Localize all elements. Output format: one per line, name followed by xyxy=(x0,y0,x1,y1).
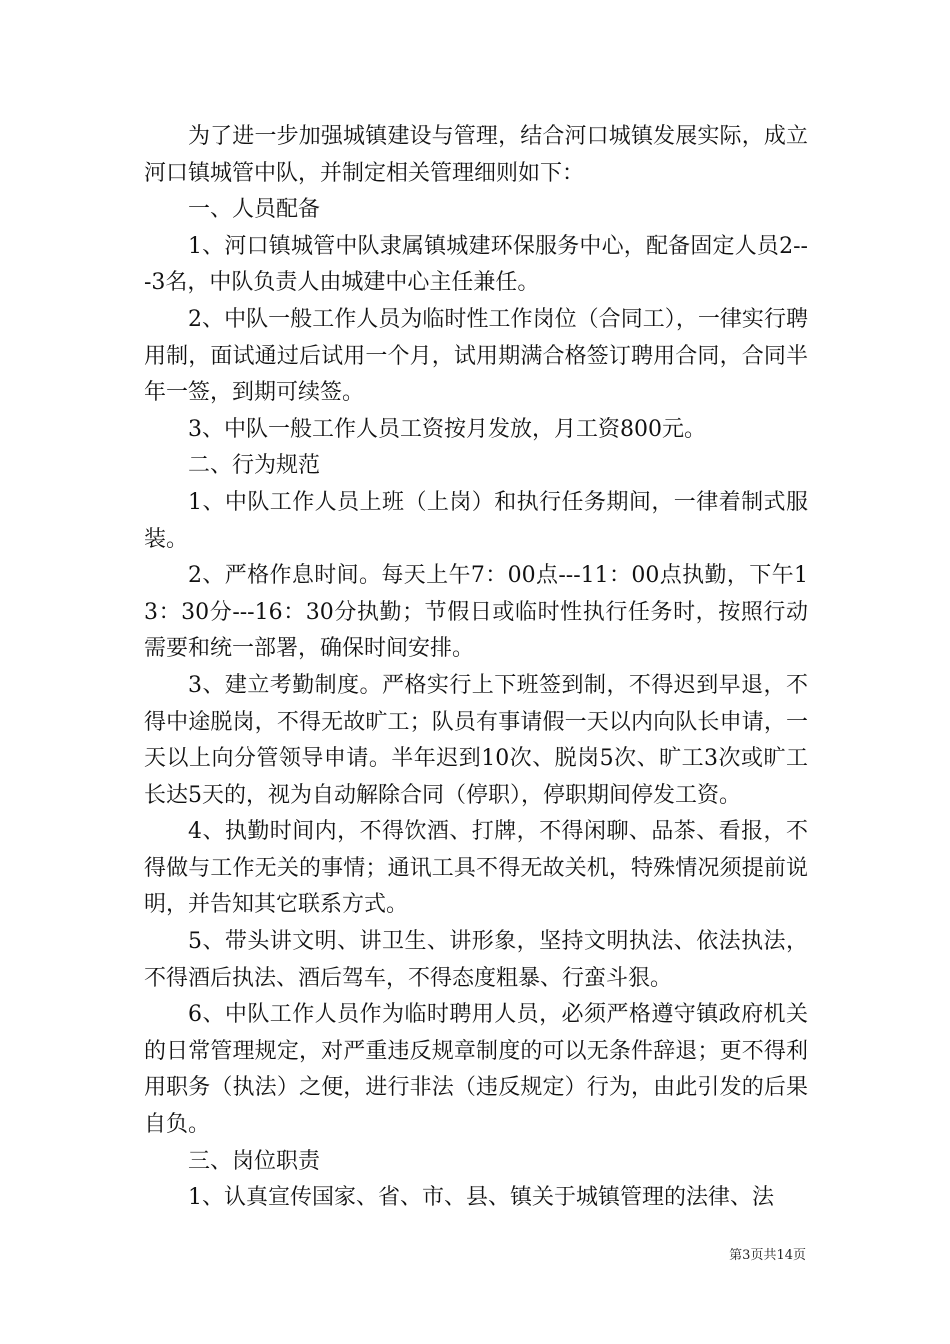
paragraph: 1、认真宣传国家、省、市、县、镇关于城镇管理的法律、法 xyxy=(188,1185,774,1211)
section-heading-conduct: 二、行为规范 xyxy=(188,453,321,479)
paragraph: 2、严格作息时间。每天上午7：00点---11：00点执勤，下午13：30分---16：30分执勤；节假日或临时性执行任务时，按照行动需要和统一部署，确保时间安排。 xyxy=(144,563,808,662)
paragraph: 3、中队一般工作人员工资按月发放，月工资800元。 xyxy=(188,416,706,442)
page-number: 第3页共14页 xyxy=(729,1248,806,1263)
paragraph: 1、中队工作人员上班（上岗）和执行任务期间，一律着制式服装。 xyxy=(144,489,808,552)
section-heading-duties: 三、岗位职责 xyxy=(188,1148,321,1174)
paragraph: 4、执勤时间内，不得饮酒、打牌，不得闲聊、品茶、看报，不得做与工作无关的事情；通讯工具不得无故关机，特殊情况须提前说明，并告知其它联系方式。 xyxy=(144,819,808,918)
paragraph: 3、建立考勤制度。严格实行上下班签到制，不得迟到早退，不得中途脱岗，不得无故旷工；队员有事请假一天以内向队长申请，一天以上向分管领导申请。半年迟到10次、脱岗5次、旷工3次或旷工长达5天的，视为自动解除合同（停职），停职期间停发工资。 xyxy=(144,672,808,808)
paragraph: 6、中队工作人员作为临时聘用人员，必须严格遵守镇政府机关的日常管理规定，对严重违反规章制度的可以无条件辞退；更不得利用职务（执法）之便，进行非法（违反规定）行为，由此引发的后果自负。 xyxy=(144,1002,808,1138)
section-heading-staffing: 一、人员配备 xyxy=(188,197,321,223)
paragraph: 2、中队一般工作人员为临时性工作岗位（合同工），一律实行聘用制，面试通过后试用一个月，试用期满合格签订聘用合同，合同半年一签，到期可续签。 xyxy=(144,306,808,406)
paragraph: 1、河口镇城管中队隶属镇城建环保服务中心，配备固定人员2---3名，中队负责人由城建中心主任兼任。 xyxy=(144,233,808,296)
intro-paragraph: 为了进一步加强城镇建设与管理，结合河口城镇发展实际，成立河口镇城管中队，并制定相关管理细则如下： xyxy=(144,124,808,186)
paragraph: 5、带头讲文明、讲卫生、讲形象，坚持文明执法、依法执法，不得酒后执法、酒后驾车，不得态度粗暴、行蛮斗狠。 xyxy=(144,929,808,991)
document-body xyxy=(144,119,808,1217)
